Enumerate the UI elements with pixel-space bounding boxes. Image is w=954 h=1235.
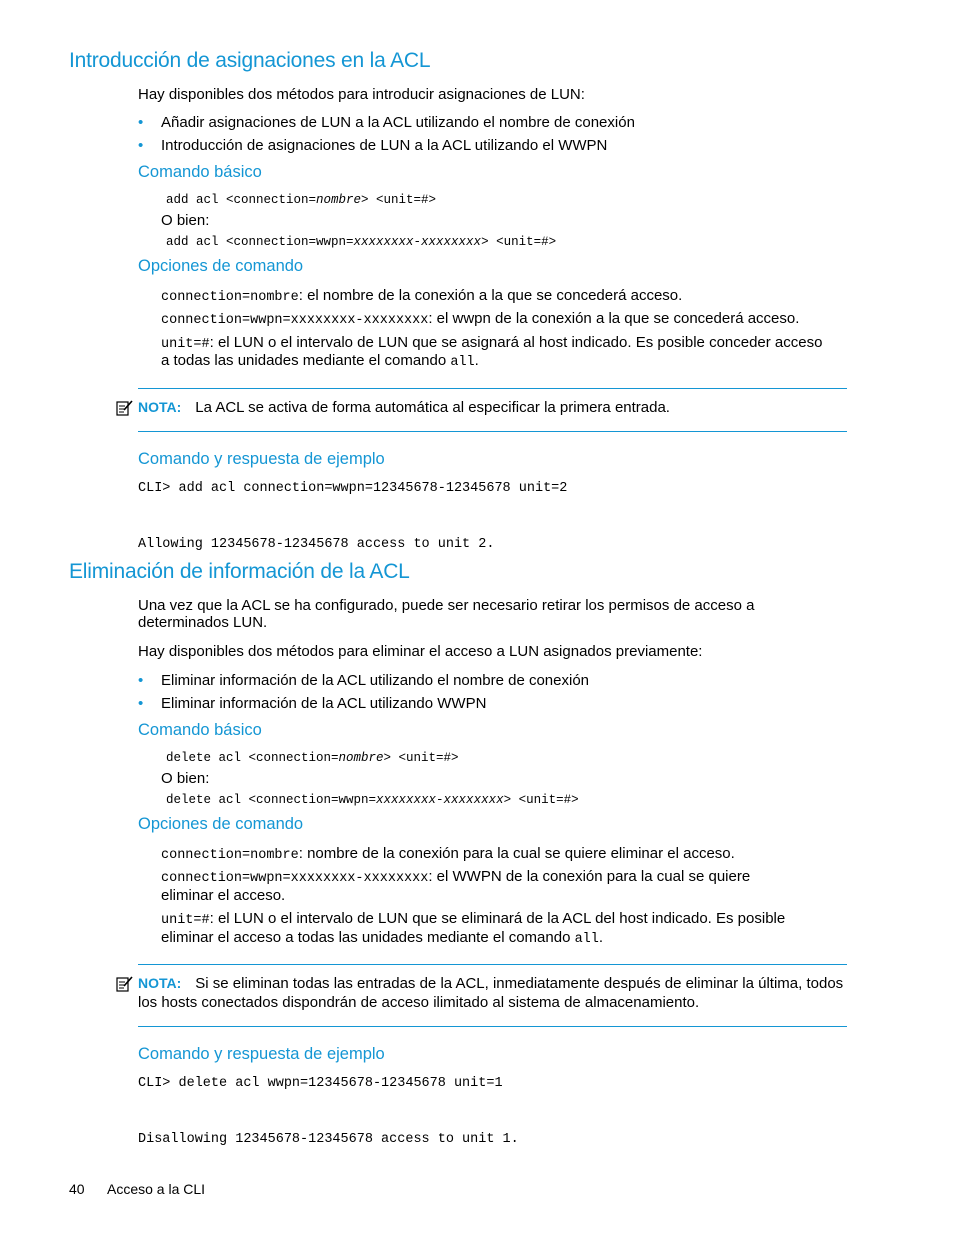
option-connection-name	[161, 844, 735, 865]
command-syntax	[166, 751, 459, 765]
page-number: 40	[69, 1181, 85, 1197]
note-text: La ACL se activa de forma automática al especificar la primera entrada.	[195, 399, 670, 416]
section1-intro: Hay disponibles dos métodos para introducir asignaciones de LUN:	[138, 86, 585, 103]
option-connection-wwpn-continued: eliminar el acceso.	[161, 887, 286, 904]
subheading-example: Comando y respuesta de ejemplo	[138, 450, 385, 468]
note-divider	[138, 1026, 847, 1027]
note	[138, 974, 843, 993]
note-label: NOTA:	[138, 975, 182, 991]
or-text: O bien:	[161, 212, 210, 229]
section2-intro-continued: determinados LUN.	[138, 614, 268, 631]
section-title-introduccion: Introducción de asignaciones en la ACL	[69, 49, 431, 72]
option-code: connection=wwpn=xxxxxxxx-xxxxxxxx	[161, 313, 429, 328]
note	[138, 398, 670, 417]
bullet-icon: •	[138, 695, 144, 712]
option-description: .	[474, 352, 479, 369]
command-text: add acl <connection=	[166, 193, 317, 207]
option-code: unit=#	[161, 913, 210, 928]
command-text: > <unit=#>	[383, 751, 459, 765]
option-code: all	[450, 355, 475, 370]
subheading-example: Comando y respuesta de ejemplo	[138, 1045, 385, 1063]
command-variable: nombre	[338, 751, 384, 765]
subheading-command-options: Opciones de comando	[138, 257, 304, 275]
option-connection-wwpn	[161, 309, 799, 330]
note-label: NOTA:	[138, 399, 182, 415]
list-item-text: Eliminar información de la ACL utilizando el nombre de conexión	[161, 672, 590, 689]
option-description: : el wwpn de la conexión a la que se concederá acceso.	[428, 310, 800, 327]
option-description: .	[598, 929, 604, 946]
example-command: CLI> delete acl wwpn=12345678-12345678 unit=1	[138, 1076, 503, 1091]
note-divider	[138, 388, 847, 389]
command-syntax	[166, 235, 556, 249]
option-code: unit=#	[161, 337, 210, 352]
section-title-eliminacion: Eliminación de información de la ACL	[69, 560, 410, 583]
bullet-icon: •	[138, 114, 144, 131]
option-code: connection=nombre	[161, 290, 299, 305]
command-variable: xxxxxxxx-xxxxxxxx	[353, 235, 482, 249]
note-divider	[138, 964, 847, 965]
note-divider	[138, 431, 847, 432]
option-description: : el WWPN de la conexión para la cual se quiere	[428, 868, 751, 885]
list-item-text: Eliminar información de la ACL utilizando WWPN	[161, 695, 487, 712]
section2-intro2: Hay disponibles dos métodos para eliminar el acceso a LUN asignados previamente:	[138, 643, 703, 660]
option-description: : el LUN o el intervalo de LUN que se asignará al host indicado. Es posible conceder acceso	[209, 334, 823, 351]
command-text: delete acl <connection=wwpn=	[166, 793, 377, 807]
command-text: add acl <connection=wwpn=	[166, 235, 354, 249]
footer-section-name: Acceso a la CLI	[107, 1181, 206, 1197]
command-syntax	[166, 193, 436, 207]
subheading-basic-command: Comando básico	[138, 163, 262, 181]
list-item	[138, 113, 635, 132]
option-description: : nombre de la conexión para la cual se quiere eliminar el acceso.	[298, 845, 735, 862]
or-text: O bien:	[161, 770, 210, 787]
command-text: > <unit=#>	[361, 193, 437, 207]
note-continued: los hosts conectados dispondrán de acceso ilimitado al sistema de almacenamiento.	[138, 994, 700, 1011]
list-item	[138, 136, 608, 155]
section2-intro: Una vez que la ACL se ha configurado, puede ser necesario retirar los permisos de acceso a	[138, 597, 755, 614]
option-description: : el LUN o el intervalo de LUN que se eliminará de la ACL del host indicado. Es posible	[209, 910, 786, 927]
command-syntax	[166, 793, 579, 807]
option-code: connection=wwpn=xxxxxxxx-xxxxxxxx	[161, 871, 429, 886]
subheading-command-options: Opciones de comando	[138, 815, 304, 833]
command-text: > <unit=#>	[503, 793, 579, 807]
option-description: eliminar el acceso a todas las unidades mediante el comando	[161, 929, 575, 946]
option-connection-wwpn	[161, 867, 750, 888]
option-unit-continued	[161, 928, 603, 949]
note-text: Si se eliminan todas las entradas de la ACL, inmediatamente después de eliminar la última, todos	[195, 975, 844, 992]
list-item-text: Añadir asignaciones de LUN a la ACL utilizando el nombre de conexión	[161, 114, 635, 131]
bullet-icon: •	[138, 672, 144, 689]
option-unit-continued	[161, 351, 479, 372]
command-text: > <unit=#>	[481, 235, 557, 249]
note-icon	[115, 975, 133, 993]
command-variable: nombre	[316, 193, 362, 207]
bullet-icon: •	[138, 137, 144, 154]
option-description: a todas las unidades mediante el comando	[161, 352, 451, 369]
option-unit	[161, 909, 785, 930]
command-variable: xxxxxxxx-xxxxxxxx	[376, 793, 504, 807]
list-item	[138, 671, 590, 690]
example-response: Allowing 12345678-12345678 access to unit 2.	[138, 537, 495, 552]
list-item-text: Introducción de asignaciones de LUN a la ACL utilizando el WWPN	[161, 137, 608, 154]
option-connection-name	[161, 286, 682, 307]
subheading-basic-command: Comando básico	[138, 721, 262, 739]
option-description: : el nombre de la conexión a la que se concederá acceso.	[298, 287, 683, 304]
example-response: Disallowing 12345678-12345678 access to unit 1.	[138, 1132, 519, 1147]
list-item	[138, 694, 487, 713]
note-icon	[115, 399, 133, 417]
example-command: CLI> add acl connection=wwpn=12345678-12345678 unit=2	[138, 481, 568, 496]
command-text: delete acl <connection=	[166, 751, 339, 765]
option-code: connection=nombre	[161, 848, 299, 863]
option-code: all	[574, 932, 599, 947]
